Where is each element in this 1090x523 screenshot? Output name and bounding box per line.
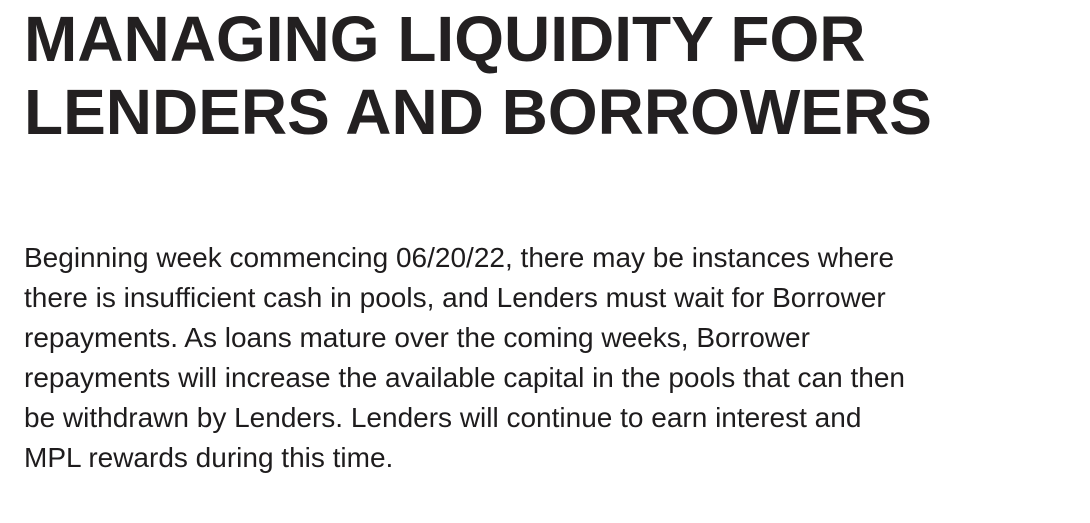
article — [0, 3, 1090, 523]
body-paragraph — [24, 238, 1070, 478]
paragraph-line-3: repayments. As loans mature over the coming weeks, Borrower — [24, 322, 810, 353]
paragraph-line-5: be withdrawn by Lenders. Lenders will continue to earn interest and — [24, 402, 862, 433]
paragraph-line-6: MPL rewards during this time. — [24, 442, 394, 473]
page-title-line-1: MANAGING LIQUIDITY FOR — [24, 3, 866, 75]
page-title — [24, 3, 1070, 149]
paragraph-line-1: Beginning week commencing 06/20/22, there may be instances where — [24, 242, 895, 273]
paragraph-line-2: there is insufficient cash in pools, and Lenders must wait for Borrower — [24, 282, 886, 313]
page-title-line-2: LENDERS AND BORROWERS — [24, 76, 932, 148]
paragraph-line-4: repayments will increase the available capital in the pools that can then — [24, 362, 905, 393]
